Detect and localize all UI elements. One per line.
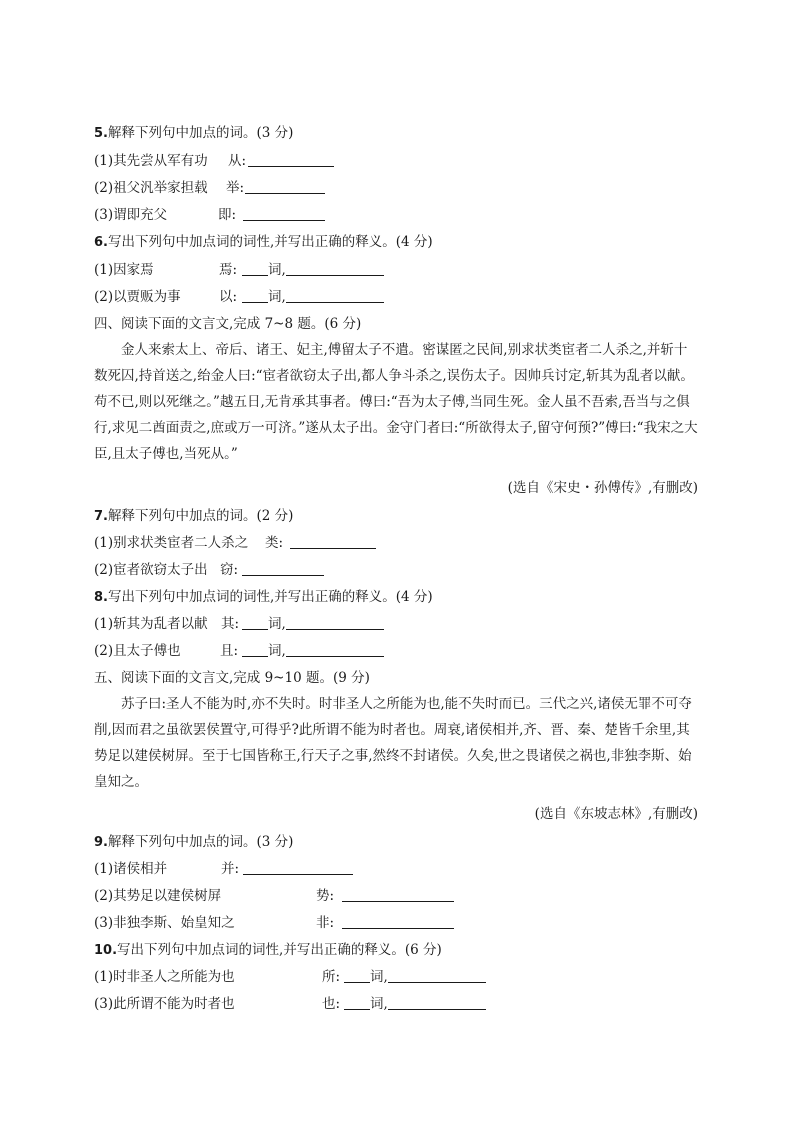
answer-blank[interactable] (286, 615, 384, 630)
section-5-passage: 苏子曰:圣人不能为时,亦不失时。时非圣人之所能为也,能不失时而已。三代之兴,诸侯无罪不可夺削,因而君之虽欲罢侯置守,可得乎?此所谓不能为时者也。周衰,诸侯相并,齐、晋、秦、楚皆千余里,其势足以建侯树屏。至于七国皆称王,行天子之事,然终不封诸侯。久矣,世之畏诸侯之祸也,非独李斯、始皇知之。 (94, 696, 692, 790)
section-4-heading: 四、阅读下面的文言文,完成 7~8 题。(6 分) (94, 316, 362, 332)
answer-blank[interactable] (248, 152, 334, 167)
question-10-item-2: (3)此所谓不能为时者也 也: 词, (94, 995, 235, 1013)
question-9-item-2: (2)其势足以建侯树屏 势: (94, 887, 221, 905)
question-5-item-3: (3)谓即充父 即: (94, 206, 167, 224)
question-10-title: 10.写出下列句中加点词的词性,并写出正确的释义。(6 分) (94, 942, 442, 958)
question-6-item-2: (2)以贾贩为事 以: 词, (94, 288, 181, 306)
question-number: 6. (94, 235, 108, 250)
question-number: 5. (94, 126, 108, 141)
question-7-item-1: (1)别求状类宦者二人杀之 类: (94, 534, 248, 552)
answer-blank[interactable] (243, 860, 353, 875)
question-5-item-2: (2)祖父汎举家担载 举: (94, 179, 208, 197)
question-6-title: 6.写出下列句中加点词的词性,并写出正确的释义。(4 分) (94, 234, 433, 250)
answer-blank[interactable] (286, 261, 384, 276)
section-4-source: (选自《宋史・孙傅传》,有删改) (507, 480, 698, 496)
section-5-source: (选自《东坡志林》,有删改) (534, 806, 698, 822)
question-9-item-1: (1)诸侯相并 并: (94, 860, 167, 878)
answer-blank[interactable] (290, 534, 376, 549)
question-number: 9. (94, 835, 108, 850)
question-9-item-3: (3)非独李斯、始皇知之 非: (94, 914, 235, 932)
answer-blank[interactable] (243, 206, 325, 221)
question-number: 10. (94, 943, 118, 958)
section-4-passage: 金人来索太上、帝后、诸王、妃主,傅留太子不遣。密谋匿之民间,别求状类宦者二人杀之,并斩十数死囚,持首送之,绐金人曰:“宦者欲窃太子出,都人争斗杀之,误伤太子。因帅兵讨定,斩其为乱者以献。苟不已,则以死继之。”越五日,无肯承其事者。傅曰:“吾为太子傅,当同生死。金人虽不吾索,吾当与之俱行,求见二酋面责之,庶或万一可济。”遂从太子出。金守门者曰:“所欲得太子,留守何预?”傅曰:“我宋之大臣,且太子傅也,当死从。” (94, 342, 698, 462)
answer-blank[interactable] (344, 995, 370, 1010)
section-5-heading: 五、阅读下面的文言文,完成 9~10 题。(9 分) (94, 670, 370, 686)
answer-blank[interactable] (242, 615, 268, 630)
answer-blank[interactable] (286, 288, 384, 303)
question-5-item-1: (1)其先尝从军有功 从: (94, 152, 208, 170)
answer-blank[interactable] (286, 642, 384, 657)
question-8-title: 8.写出下列句中加点词的词性,并写出正确的释义。(4 分) (94, 589, 433, 605)
question-number: 7. (94, 509, 108, 524)
question-7-item-2: (2)宦者欲窃太子出 窃: (94, 561, 208, 579)
answer-blank[interactable] (342, 914, 454, 929)
answer-blank[interactable] (388, 968, 486, 983)
question-8-item-1: (1)斩其为乱者以献 其: 词, (94, 615, 208, 633)
question-9-title: 9.解释下列句中加点的词。(3 分) (94, 834, 294, 850)
question-6-item-1: (1)因家焉 焉: 词, (94, 261, 154, 279)
question-number: 8. (94, 590, 108, 605)
answer-blank[interactable] (245, 179, 325, 194)
answer-blank[interactable] (242, 261, 268, 276)
answer-blank[interactable] (242, 561, 324, 576)
question-8-item-2: (2)且太子傅也 且: 词, (94, 642, 181, 660)
question-5-title: 5.解释下列句中加点的词。(3 分) (94, 125, 294, 141)
question-10-item-1: (1)时非圣人之所能为也 所: 词, (94, 968, 235, 986)
question-7-title: 7.解释下列句中加点的词。(2 分) (94, 508, 294, 524)
answer-blank[interactable] (388, 995, 486, 1010)
answer-blank[interactable] (242, 642, 268, 657)
answer-blank[interactable] (242, 288, 268, 303)
answer-blank[interactable] (342, 887, 454, 902)
answer-blank[interactable] (344, 968, 370, 983)
